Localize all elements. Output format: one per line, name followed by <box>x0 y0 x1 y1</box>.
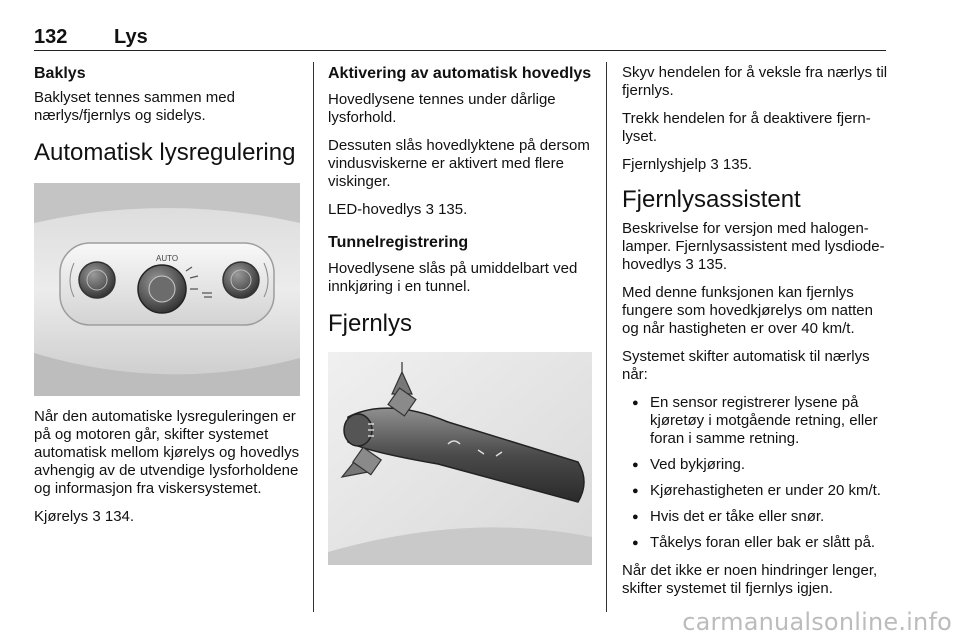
stalk-figure <box>328 352 594 565</box>
list-item: ● Hvis det er tåke eller snør. <box>622 508 888 526</box>
column-1 <box>34 64 300 536</box>
stalk-illustration <box>328 352 592 565</box>
watermark: carmanualsonline.info <box>682 608 952 636</box>
page-header <box>34 26 884 56</box>
assist-desc-page: 135. <box>697 256 728 273</box>
section-title: Lys <box>114 26 148 48</box>
page-ref-icon: 3 <box>710 156 719 173</box>
column-3 <box>622 64 888 608</box>
tunnel-text: Hovedlysene slås på umiddelbart ved innkjøring i en tunnel. <box>328 260 578 295</box>
assist-heading: Fjernlysassistent <box>622 186 801 213</box>
list-item: ● En sensor registrerer lysene på kjøretøy i motgående retning, eller foran i samme retning. <box>622 394 888 448</box>
switch-text: Systemet skifter automatisk til nærlys når: <box>622 348 870 383</box>
assist-desc-lead: Beskrivelse for versjon med halogenlamper. Fjernlysassistent med lysdiode-hovedlys <box>622 220 885 273</box>
assist-desc <box>622 220 888 274</box>
activation-heading: Aktivering av automatisk hovedlys <box>328 65 592 82</box>
auto-label: AUTO <box>156 254 179 263</box>
column-divider-2 <box>606 62 607 612</box>
page-ref-icon: 3 <box>92 508 101 525</box>
pull-text: Trekk hendelen for å deaktivere fjernlyset. <box>622 110 871 145</box>
kjorelys-ref <box>34 508 300 526</box>
fjernlys-heading: Fjernlys <box>328 310 413 337</box>
light-switch-illustration <box>34 183 300 396</box>
push-text: Skyv hendelen for å veksle fra nærlys til fjernlys. <box>622 64 888 99</box>
closing-text: Når det ikke er noen hindringer lenger, skifter systemet til fjernlys igjen. <box>622 562 878 597</box>
page-ref-icon: 3 <box>425 201 434 218</box>
baklys-heading: Baklys <box>34 65 86 82</box>
kjorelys-ref-text: Kjørelys <box>34 508 89 525</box>
column-divider-1 <box>313 62 314 612</box>
header-divider <box>34 50 886 51</box>
led-ref <box>328 201 592 219</box>
list-item: ● Kjørehastigheten er under 20 km/t. <box>622 482 888 500</box>
tunnel-heading: Tunnelregistrering <box>328 234 469 251</box>
page-number: 132 <box>34 26 68 48</box>
activation-text: Hovedlysene tennes under dårlige lysforhold. <box>328 91 556 126</box>
page-ref-icon: 3 <box>685 256 694 273</box>
kjorelys-ref-page: 134. <box>104 508 135 525</box>
auto-text: Når den automatiske lysreguleringen er på og motoren går, skifter systemet automatisk mellom kjørelys og hovedlys avhengig av de utvendige lysforholdene og informasjon fra viskersystemet. <box>34 408 300 497</box>
list-item: ● Tåkelys foran eller bak er slått på. <box>622 534 888 552</box>
light-switch-figure <box>34 183 300 396</box>
auto-heading: Automatisk lysregulering <box>34 139 296 166</box>
wiper-text: Dessuten slås hovedlyktene på dersom vindusviskerne er aktivert med flere viskinger. <box>328 137 590 190</box>
led-ref-text: LED-hovedlys <box>328 201 422 218</box>
help-ref-page: 135. <box>722 156 753 173</box>
led-ref-page: 135. <box>438 201 468 218</box>
help-ref <box>622 156 888 174</box>
conditions-list <box>622 394 888 552</box>
list-item: ● Ved bykjøring. <box>622 456 888 474</box>
function-text: Med denne funksjonen kan fjernlys fungere som hovedkjørelys om natten og når hastigheten er over 40 km/t. <box>622 284 873 337</box>
baklys-text: Baklyset tennes sammen med nærlys/fjernlys og sidelys. <box>34 89 235 124</box>
column-2 <box>328 64 592 577</box>
help-ref-text: Fjernlyshjelp <box>622 156 707 173</box>
